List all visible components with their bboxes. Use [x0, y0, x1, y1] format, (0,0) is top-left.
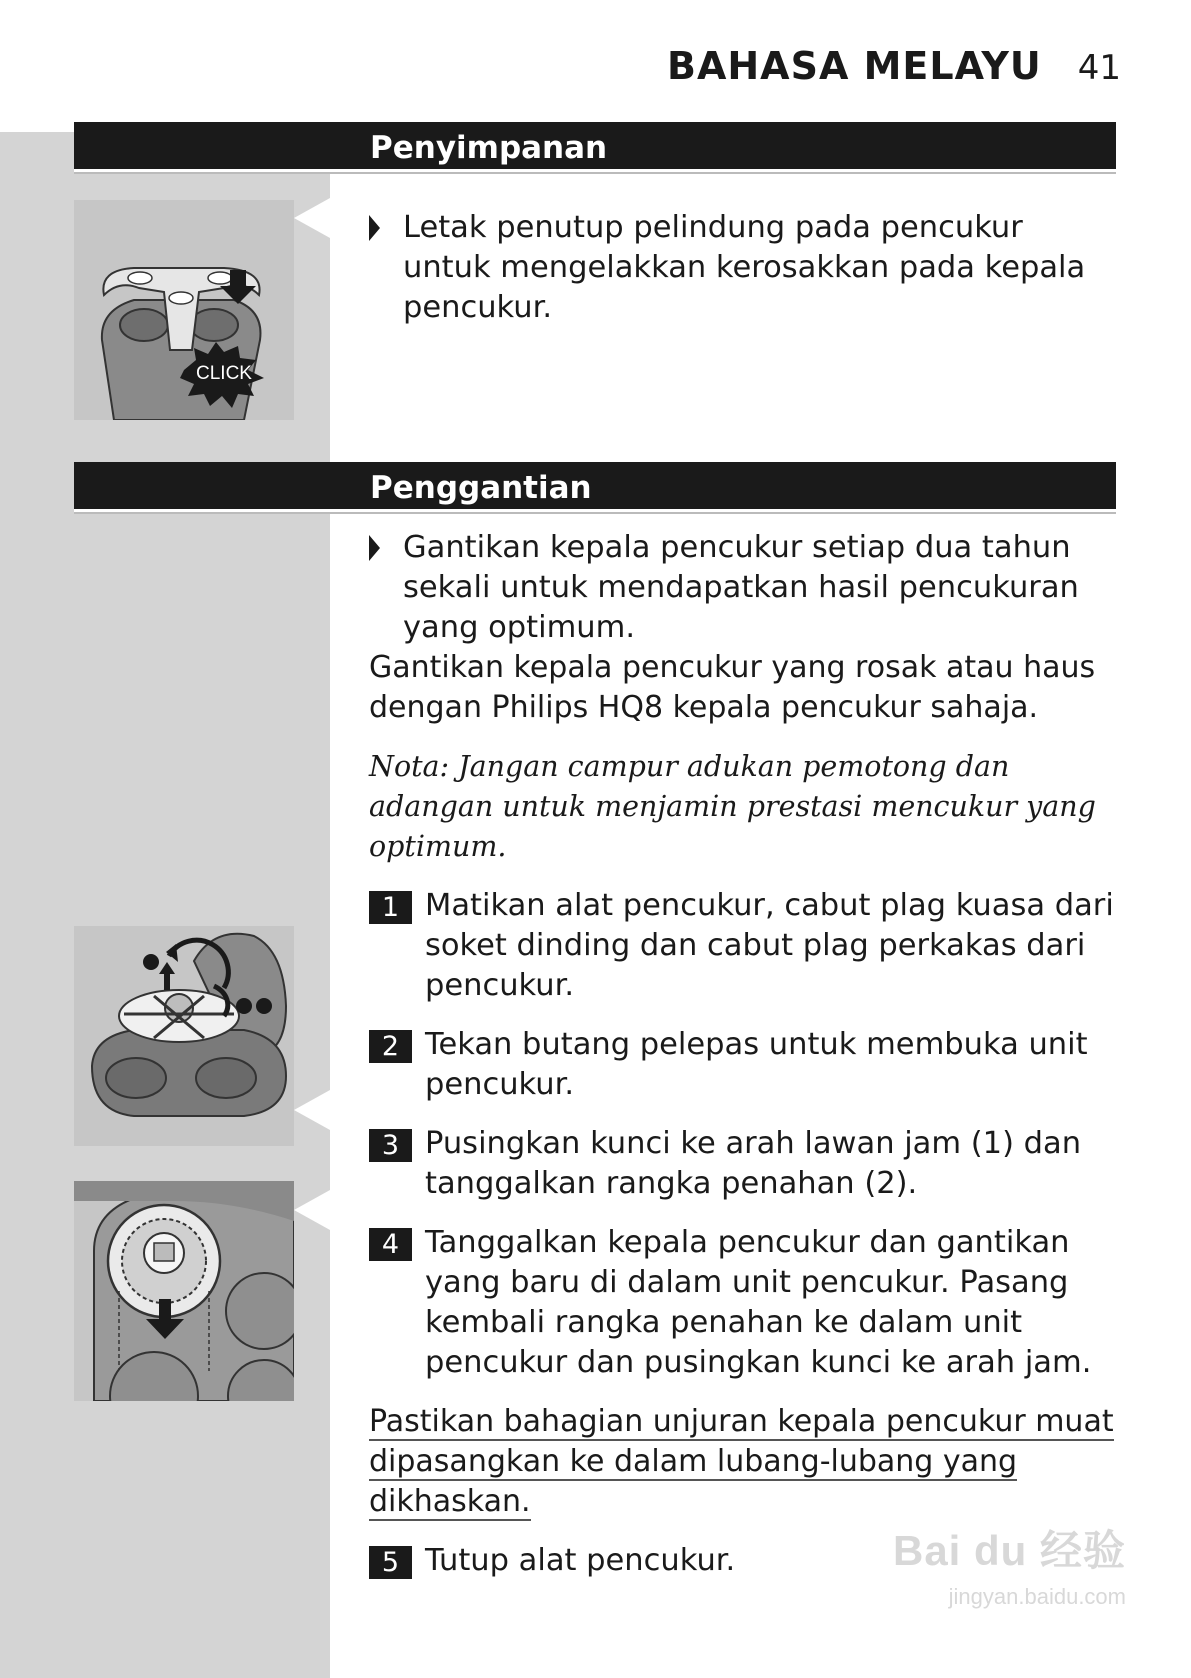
storage-content: [369, 208, 1116, 328]
page-header: [667, 44, 1121, 88]
replacement-content: [369, 528, 1116, 1581]
section-title-replacement: Penggantian: [74, 462, 1116, 512]
step-number: 1: [369, 891, 412, 924]
replacement-bullet: Gantikan kepala pencukur setiap dua tahun sekali untuk mendapatkan hasil pencukuran yang optimum.: [369, 528, 1116, 648]
watermark-brand: Bai du 经验: [892, 1527, 1126, 1574]
page-number: 41: [1077, 48, 1121, 88]
step-text: Tanggalkan kepala pencukur dan gantikan yang baru di dalam unit pencukur. Pasang kembali rangka penahan ke dalam unit pencukur dan pusingkan kunci ke arah jam.: [425, 1225, 1092, 1380]
step-text: Pusingkan kunci ke arah lawan jam (1) dan tanggalkan rangka penahan (2).: [425, 1126, 1082, 1201]
step-number: 3: [369, 1129, 412, 1162]
replacement-note: Nota: Jangan campur adukan pemotong dan adangan untuk menjamin prestasi mencukur yang optimum.: [369, 750, 1096, 863]
storage-figure: [74, 200, 294, 420]
step-text: Tekan butang pelepas untuk membuka unit pencukur.: [425, 1027, 1088, 1102]
bullet-arrow-icon: [369, 535, 380, 561]
open-unit-figure: [74, 926, 294, 1146]
watermark-url: jingyan.baidu.com: [948, 1584, 1126, 1609]
step-number: 4: [369, 1228, 412, 1261]
storage-figure-pointer: [294, 198, 330, 238]
underlined-instruction: Pastikan bahagian unjuran kepala pencukur muat dipasangkan ke dalam lubang-lubang yang dikhaskan.: [369, 1404, 1114, 1519]
head-replacement-figure-pointer: [294, 1190, 330, 1230]
storage-bullet: Letak penutup pelindung pada pencukur untuk mengelakkan kerosakkan pada kepala pencukur.: [369, 208, 1116, 328]
head-replacement-figure: [74, 1181, 294, 1401]
step-item: [369, 886, 1116, 1006]
baidu-watermark: [846, 1518, 1126, 1610]
open-unit-figure-pointer: [294, 1090, 330, 1130]
step-number: 5: [369, 1546, 412, 1579]
section-title-storage: Penyimpanan: [74, 122, 1116, 172]
step-number: 2: [369, 1030, 412, 1063]
step-item: [369, 1025, 1116, 1105]
replacement-text: Gantikan kepala pencukur yang rosak atau haus dengan Philips HQ8 kepala pencukur sahaja.: [369, 650, 1096, 725]
step-item: [369, 1124, 1116, 1204]
step-text: Tutup alat pencukur.: [425, 1543, 736, 1578]
header-language: BAHASA MELAYU: [667, 44, 1042, 88]
step-text: Matikan alat pencukur, cabut plag kuasa dari soket dinding dan cabut plag perkakas dari pencukur.: [425, 888, 1114, 1003]
click-label: CLICK: [196, 363, 252, 384]
bullet-arrow-icon: [369, 215, 380, 241]
step-item: [369, 1223, 1116, 1383]
